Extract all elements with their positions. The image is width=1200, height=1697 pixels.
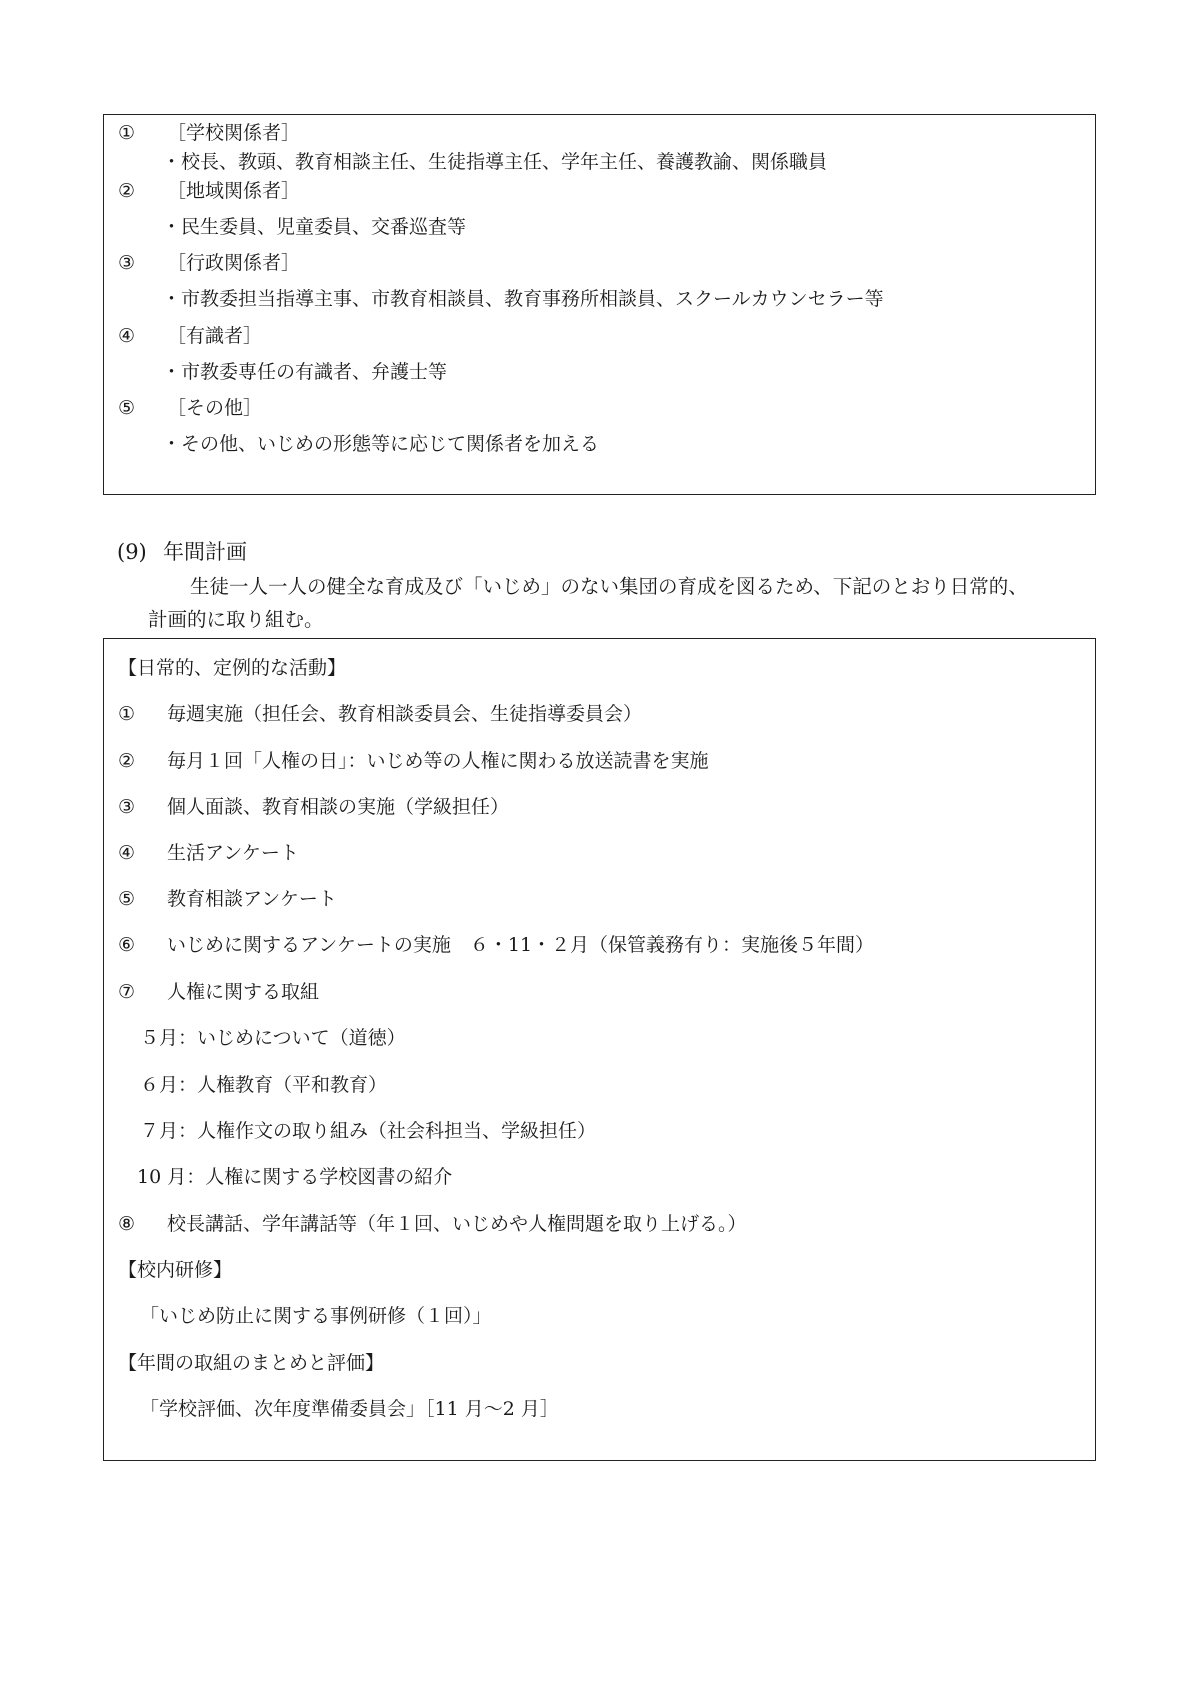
plan-item — [104, 980, 1095, 1004]
item-text: 人権に関する取組 — [167, 981, 320, 1003]
section-intro-line-1: 生徒一人一人の健全な育成及び「いじめ」のない集団の育成を図るため、下記のとおり日常的、 — [190, 575, 1028, 598]
item-marker: ⑧ — [118, 1213, 136, 1235]
member-item-community — [104, 179, 1095, 203]
member-detail-row — [104, 215, 1095, 239]
item-label: ［行政関係者］ — [167, 252, 301, 274]
item-detail: ・市教委専任の有識者、弁護士等 — [162, 361, 448, 383]
plan-heading-row — [104, 656, 1095, 680]
item-text: 毎月１回「人権の日」：いじめ等の人権に関わる放送読書を実施 — [167, 750, 709, 772]
item-marker: ④ — [118, 842, 136, 864]
member-item-school — [104, 121, 1095, 145]
plan-heading-row — [104, 1351, 1095, 1375]
item-marker: ⑤ — [118, 888, 136, 910]
item-marker: ③ — [118, 252, 136, 274]
plan-heading-row — [104, 1258, 1095, 1282]
monthly-text: ７月：人権作文の取り組み（社会科担当、学級担任） — [140, 1120, 597, 1142]
training-text: 「いじめ防止に関する事例研修（１回）」 — [140, 1305, 492, 1327]
item-marker: ④ — [118, 325, 136, 347]
plan-item — [104, 933, 1095, 957]
review-row — [104, 1397, 1095, 1421]
monthly-text: ５月：いじめについて（道徳） — [140, 1027, 406, 1049]
member-item-other — [104, 396, 1095, 420]
item-marker: ② — [118, 750, 136, 772]
plan-item — [104, 702, 1095, 726]
item-marker: ⑤ — [118, 397, 136, 419]
review-heading: 【年間の取組のまとめと評価】 — [118, 1352, 385, 1374]
plan-item — [104, 887, 1095, 911]
item-marker: ③ — [118, 796, 136, 818]
plan-item — [104, 841, 1095, 865]
item-detail: ・校長、教頭、教育相談主任、生徒指導主任、学年主任、養護教諭、関係職員 — [162, 151, 828, 173]
section-title: 年間計画 — [163, 540, 247, 564]
monthly-item — [104, 1165, 1095, 1189]
item-marker: ⑦ — [118, 981, 136, 1003]
section-heading — [117, 538, 247, 566]
review-text: 「学校評価、次年度準備委員会」［11 月～2 月］ — [140, 1398, 559, 1420]
item-text: いじめに関するアンケートの実施 ６・11・２月（保管義務有り：実施後５年間） — [167, 934, 875, 956]
annual-plan-box — [103, 638, 1096, 1461]
monthly-item — [104, 1119, 1095, 1143]
monthly-text: 10 月：人権に関する学校図書の紹介 — [137, 1166, 453, 1188]
training-row — [104, 1304, 1095, 1328]
section-number: (9) — [117, 540, 147, 564]
item-marker: ① — [118, 122, 136, 144]
item-detail: ・市教委担当指導主事、市教育相談員、教育事務所相談員、スクールカウンセラー等 — [162, 288, 884, 310]
item-marker: ① — [118, 703, 136, 725]
item-text: 校長講話、学年講話等（年１回、いじめや人権問題を取り上げる。） — [167, 1213, 747, 1235]
member-detail-row — [104, 432, 1095, 456]
section-intro-line-2: 計画的に取り組む。 — [148, 608, 324, 631]
member-item-experts — [104, 324, 1095, 348]
members-box — [103, 114, 1096, 495]
member-detail-row — [104, 360, 1095, 384]
item-text: 生活アンケート — [167, 842, 299, 864]
monthly-item — [104, 1073, 1095, 1097]
monthly-text: ６月：人権教育（平和教育） — [140, 1074, 388, 1096]
plan-item — [104, 1212, 1095, 1236]
plan-item — [104, 749, 1095, 773]
item-detail: ・民生委員、児童委員、交番巡査等 — [162, 216, 467, 238]
item-text: 教育相談アンケート — [167, 888, 337, 910]
item-text: 個人面談、教育相談の実施（学級担任） — [167, 796, 510, 818]
member-detail-row — [104, 150, 1095, 174]
training-heading: 【校内研修】 — [118, 1259, 233, 1281]
item-label: ［学校関係者］ — [167, 122, 301, 144]
item-label: ［有識者］ — [167, 325, 263, 347]
monthly-item — [104, 1026, 1095, 1050]
member-item-administration — [104, 251, 1095, 275]
plan-item — [104, 795, 1095, 819]
item-marker: ⑥ — [118, 934, 136, 956]
item-text: 毎週実施（担任会、教育相談委員会、生徒指導委員会） — [167, 703, 643, 725]
routine-activities-heading: 【日常的、定例的な活動】 — [118, 657, 347, 679]
member-detail-row — [104, 287, 1095, 311]
item-marker: ② — [118, 180, 136, 202]
item-detail: ・その他、いじめの形態等に応じて関係者を加える — [162, 433, 600, 455]
item-label: ［その他］ — [167, 397, 263, 419]
item-label: ［地域関係者］ — [167, 180, 301, 202]
